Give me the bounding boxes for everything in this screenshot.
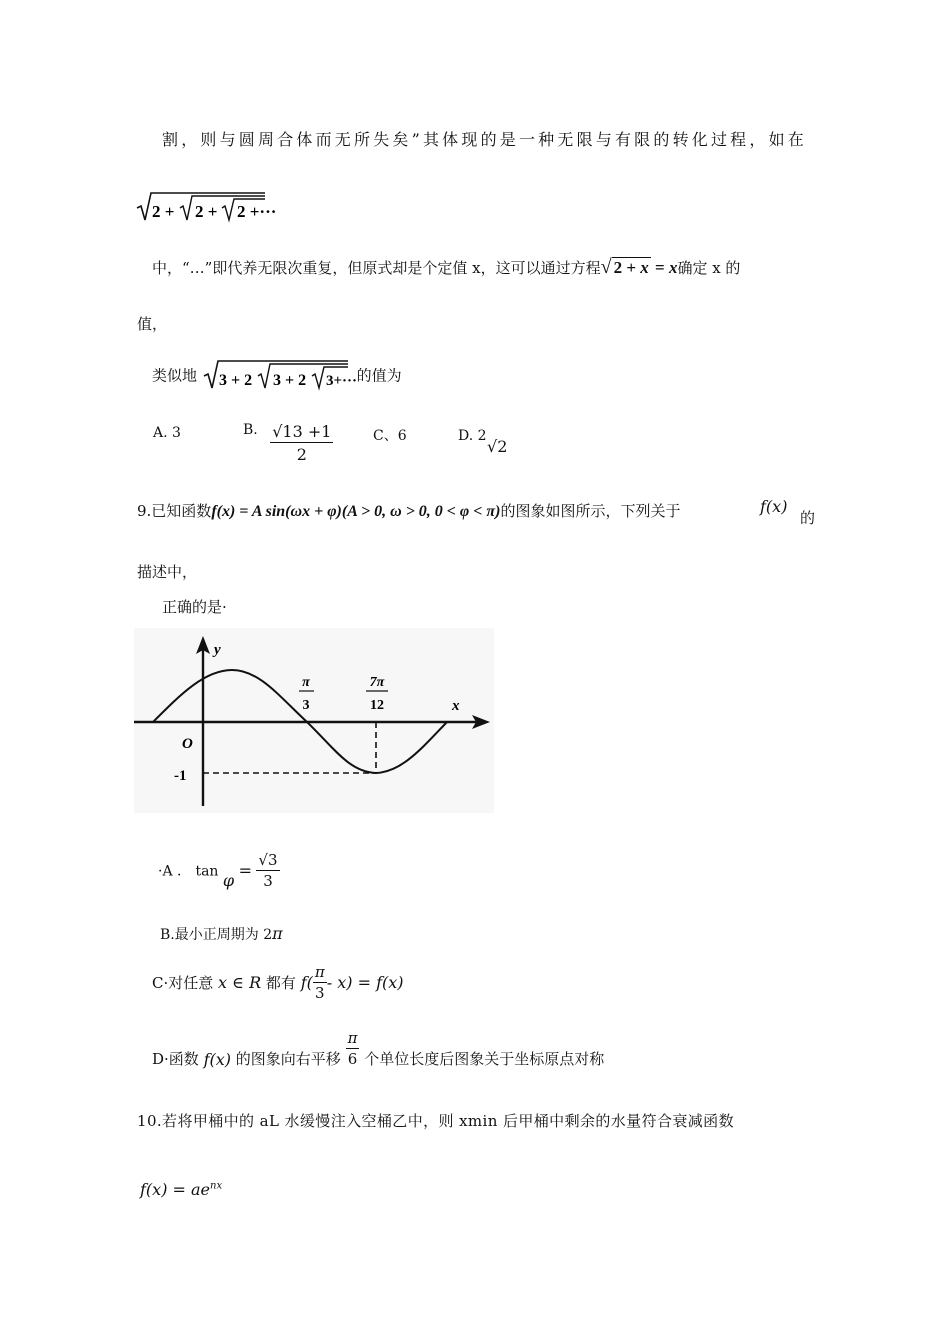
option-d-fx: f(x) [203, 1050, 232, 1069]
pi3-num: π [302, 675, 310, 690]
inline-equation: √ 2 + x = x [600, 256, 678, 278]
option-b-fraction: $\frac{√13 +1}{2}$ [272, 422, 332, 464]
text-line-1: 割，则与圆周合体而无所失矣”其体现的是一种无限与有限的转化过程，如在 [162, 130, 807, 149]
option-c-prefix: C·对任意 [152, 974, 214, 992]
svg-text:2 +: 2 + [195, 202, 218, 221]
text-line-2 [152, 256, 740, 279]
pi3-den: 3 [302, 698, 310, 713]
option-b-text: B.最小正周期为 2 [160, 927, 273, 943]
q9-line-1 [137, 500, 680, 521]
text-line-3: 值， [137, 315, 168, 333]
text-line-4 [152, 358, 402, 392]
option-d-label: D. 2 [458, 428, 487, 444]
neg-one-label: -1 [174, 768, 187, 784]
q9-option-d [152, 1028, 604, 1069]
option-d-middle: 的图象向右平移 [235, 1050, 341, 1068]
origin-label: O [182, 736, 193, 752]
graph-background [134, 628, 494, 813]
option-a: A. 3 [153, 425, 181, 441]
option-c-middle: 都有 [265, 974, 296, 992]
x-axis-label: x [452, 698, 460, 714]
q9-option-b [160, 924, 283, 944]
line2-prefix: 中，“…”即代养无限次重复，但原式却是个定值 x，这可以通过方程 [152, 259, 601, 277]
y-axis-label: y [214, 642, 221, 658]
svg-text:3+···: 3+··· [325, 373, 357, 389]
option-c-fraction: $\frac{\pi}{3}$ [314, 963, 325, 1002]
line4-suffix: 的值为 [356, 366, 402, 385]
q9-line-3: 正确的是· [162, 598, 227, 616]
q10-line-1: 10.若将甲桶中的 aL 水缓慢注入空桶乙中，则 xmin 后甲桶中剩余的水量符合衰减函数 [137, 1112, 734, 1130]
option-c-rest: - x) = f(x) [326, 973, 404, 992]
svg-text:3 + 2: 3 + 2 [272, 372, 306, 389]
pi712-num: 7π [369, 675, 385, 690]
expr1-text: 2 + [152, 202, 175, 221]
option-c-math: x ∈ R [218, 973, 262, 992]
option-b-pi: π [272, 924, 283, 943]
q9-prefix: 9.已知函数 [137, 502, 212, 520]
sine-graph [134, 628, 494, 813]
svg-text:2 +···: 2 +··· [237, 202, 277, 221]
option-a-prefix: ·A ． tan [158, 863, 219, 880]
svg-text:3 + 2: 3 + 2 [218, 372, 252, 389]
option-a-phi: φ [222, 871, 235, 890]
nested-radical-svg [135, 190, 277, 224]
option-d-suffix: 个单位长度后图象关于坐标原点对称 [364, 1050, 605, 1068]
q9-end: 的 [800, 509, 816, 527]
q9-option-a [158, 850, 280, 891]
q9-fx: f(x) [760, 497, 788, 516]
option-d-radical: √2 [487, 437, 508, 456]
option-d [458, 425, 511, 456]
q9-option-c [152, 962, 404, 1003]
nested-radical-expression [135, 190, 277, 229]
option-c-f: f( [300, 973, 313, 992]
option-b [243, 422, 333, 465]
option-a-eq: = [238, 861, 252, 880]
line2-suffix: 确定 x 的 [677, 259, 741, 277]
option-b-label: B. [243, 422, 258, 438]
option-d-prefix: D·函数 [152, 1050, 199, 1068]
nested-radical-2-svg [202, 358, 357, 392]
line4-prefix: 类似地 [152, 366, 198, 385]
pi712-den: 12 [370, 698, 384, 713]
q10-formula-text: f(x) = ae [140, 1180, 211, 1199]
option-a-fraction: $\frac{√3}{3}$ [258, 851, 278, 890]
option-d-fraction: $\frac{\pi}{6}$ [347, 1029, 358, 1068]
q9-middle: 的图象如图所示，下列关于 [500, 502, 681, 520]
q9-line-2: 描述中， [137, 563, 198, 581]
q10-formula-sup: nx [210, 1180, 223, 1192]
q10-formula [140, 1180, 222, 1199]
q9-formula: f(x) = A sin(ωx + φ)(A > 0, ω > 0, 0 < φ < π) [211, 503, 501, 520]
option-c: C、6 [373, 428, 407, 444]
